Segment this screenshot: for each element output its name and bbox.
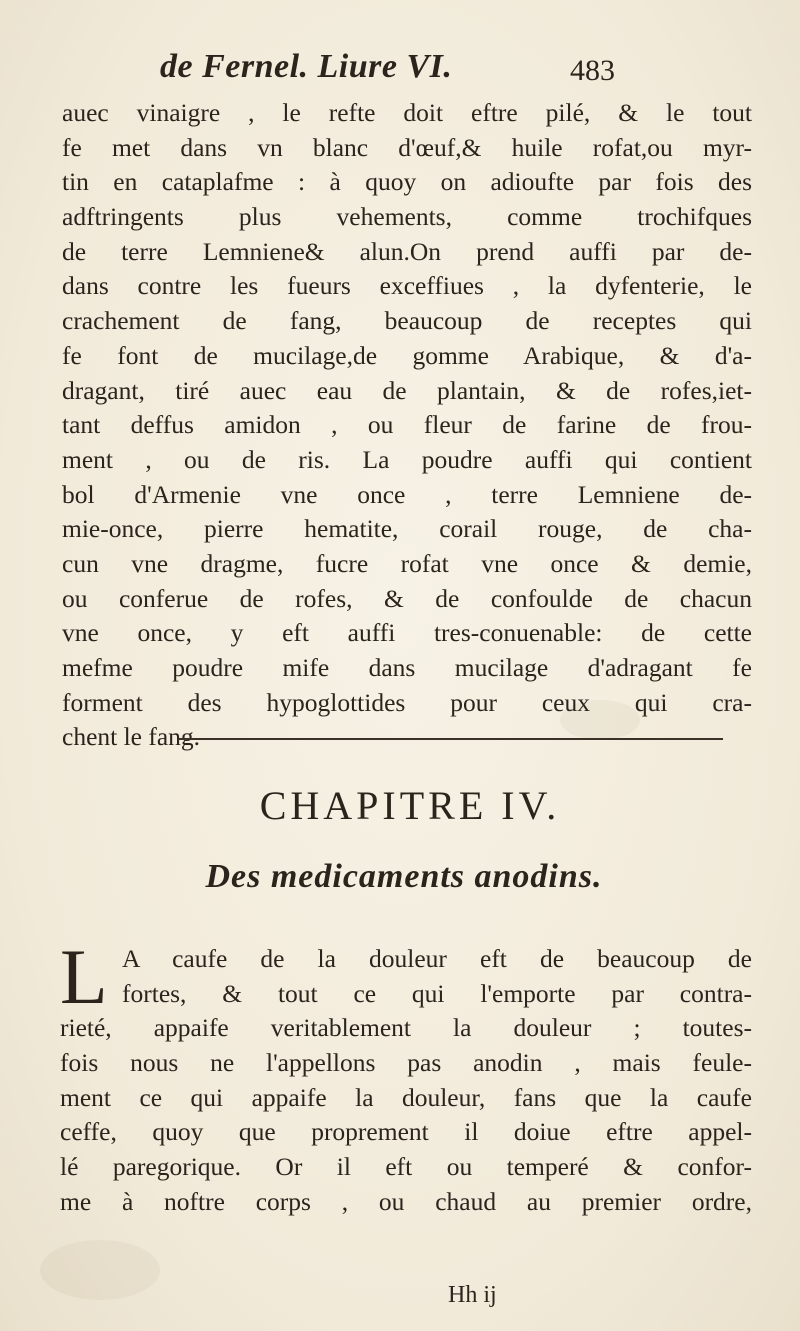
text-line: fois nous ne l'appellons pas anodin , mais feule- [60, 1048, 752, 1078]
chapter-subtitle: Des medicaments anodins. [205, 858, 603, 895]
text-line: ment , ou de ris. La poudre auffi qui contient [62, 444, 752, 474]
chapter-paragraph [60, 933, 752, 1220]
text-line: tant deffus amidon , ou fleur de farine de frou- [62, 410, 752, 440]
text-line: rieté, appaife veritablement la douleur ; toutes- [60, 1013, 752, 1043]
text-line: auec vinaigre , le refte doit eftre pilé, & le tout [62, 98, 752, 127]
text-line: mie-once, pierre hematite, corail rouge, de cha- [62, 514, 752, 544]
text-line: cun vne dragme, fucre rofat vne once & demie, [62, 548, 752, 578]
text-line: mefme poudre mife dans mucilage d'adragant fe [62, 653, 752, 682]
paper-stain [40, 1240, 160, 1300]
text-line: ment ce qui appaife la douleur, fans que la caufe [60, 1082, 752, 1112]
drop-cap: L [60, 933, 108, 1020]
text-line: bol d'Armenie vne once , terre Lemniene de- [62, 479, 752, 509]
text-line: A caufe de la douleur eft de beaucoup de [122, 944, 752, 973]
paragraph-continued [62, 96, 752, 755]
text-line: lé paregorique. Or il eft ou temperé & confor- [60, 1152, 752, 1182]
running-head-title: de Fernel. Liure VI. [160, 48, 453, 85]
signature-mark: Hh ij [448, 1282, 497, 1308]
text-line: chent le fang. [62, 722, 201, 752]
text-line: adftringents plus vehements, comme trochifques [62, 202, 752, 232]
text-line: tin en cataplafme : à quoy on adioufte par fois des [62, 167, 752, 197]
running-head [130, 48, 770, 98]
text-line: ceffe, quoy que proprement il doiue eftre appel- [60, 1117, 752, 1147]
text-line: fe met dans vn blanc d'œuf,& huile rofat,ou myr- [62, 132, 752, 162]
section-divider [178, 738, 723, 740]
text-line: de terre Lemniene& alun.On prend auffi par de- [62, 236, 752, 266]
text-line: me à noftre corps , ou chaud au premier ordre, [60, 1186, 752, 1216]
text-line: vne once, y eft auffi tres-conuenable: de cette [62, 618, 752, 648]
page-number: 483 [570, 54, 615, 87]
chapter-heading: CHAPITRE IV. [259, 783, 561, 828]
text-line: fe font de mucilage,de gomme Arabique, & d'a- [62, 340, 752, 370]
text-line: fortes, & tout ce qui l'emporte par contra- [122, 978, 752, 1008]
text-line: crachement de fang, beaucoup de receptes qui [62, 306, 752, 336]
text-line: dans contre les fueurs exceffiues , la dyfenterie, le [62, 271, 752, 301]
text-line: ou conferue de rofes, & de confoulde de chacun [62, 583, 752, 613]
text-line: dragant, tiré auec eau de plantain, & de rofes,iet- [62, 375, 752, 405]
text-line: forment des hypoglottides pour ceux qui cra- [62, 687, 752, 717]
